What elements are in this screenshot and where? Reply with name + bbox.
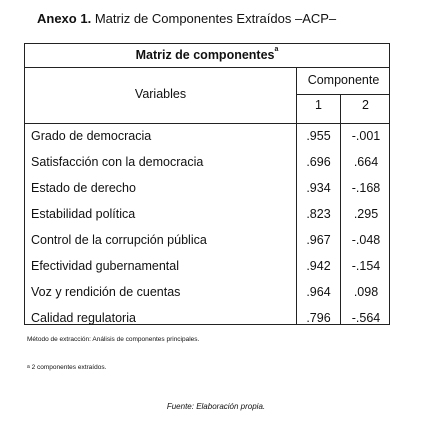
table-row xyxy=(25,175,391,201)
table-caption xyxy=(37,11,336,26)
row-variable: Estado de derecho xyxy=(31,181,136,195)
row-component-2: -.564 xyxy=(351,311,381,325)
row-variable: Satisfacción con la democracia xyxy=(31,155,204,169)
table-row xyxy=(25,253,391,279)
footnote xyxy=(27,364,106,371)
row-component-1: .696 xyxy=(306,155,331,169)
row-variable: Calidad regulatoria xyxy=(31,311,136,325)
table-title-mark: a xyxy=(274,46,279,53)
row-component-2: .098 xyxy=(353,285,379,299)
table-row xyxy=(25,227,391,253)
caption-text: Matriz de Componentes Extraídos –ACP– xyxy=(94,11,337,26)
table-row xyxy=(25,123,391,149)
row-component-1: .964 xyxy=(306,285,331,299)
row-component-2: -.154 xyxy=(351,259,381,273)
table-row xyxy=(25,149,391,175)
table-title xyxy=(25,44,389,68)
row-variable: Grado de democracia xyxy=(31,129,152,143)
caption-lead: Anexo 1. xyxy=(37,11,92,26)
table-row xyxy=(25,305,391,331)
row-component-1: .796 xyxy=(306,311,331,325)
row-component-1: .955 xyxy=(306,129,331,143)
row-component-1: .967 xyxy=(306,233,331,247)
table-row xyxy=(25,201,391,227)
component-header-divider xyxy=(297,94,390,95)
method-note: Método de extracción: Análisis de componentes principales. xyxy=(27,336,200,343)
row-component-2: .664 xyxy=(353,155,379,169)
row-variable: Voz y rendición de cuentas xyxy=(31,285,181,299)
table-row xyxy=(25,279,391,305)
component-header: Componente xyxy=(307,73,380,87)
row-component-1: .823 xyxy=(306,207,331,221)
column-header-1: 1 xyxy=(315,98,322,112)
table-title-text: Matriz de componentes xyxy=(135,48,275,62)
row-component-1: .942 xyxy=(306,259,331,273)
component-matrix-table xyxy=(24,43,390,325)
source-note: Fuente: Elaboración propia. xyxy=(166,402,266,411)
row-component-2: -.168 xyxy=(351,181,381,195)
row-variable: Control de la corrupción pública xyxy=(31,233,207,247)
row-component-2: -.048 xyxy=(351,233,381,247)
row-variable: Estabilidad política xyxy=(31,207,136,221)
row-component-2: -.001 xyxy=(351,129,381,143)
column-header-2: 2 xyxy=(362,98,369,112)
row-component-2: .295 xyxy=(353,207,379,221)
footnote-text: 2 componentes extraídos. xyxy=(31,364,107,371)
row-variable: Efectividad gubernamental xyxy=(31,259,180,273)
footnote-mark: a xyxy=(27,364,30,370)
row-component-1: .934 xyxy=(306,181,331,195)
variables-header: Variables xyxy=(134,87,187,101)
